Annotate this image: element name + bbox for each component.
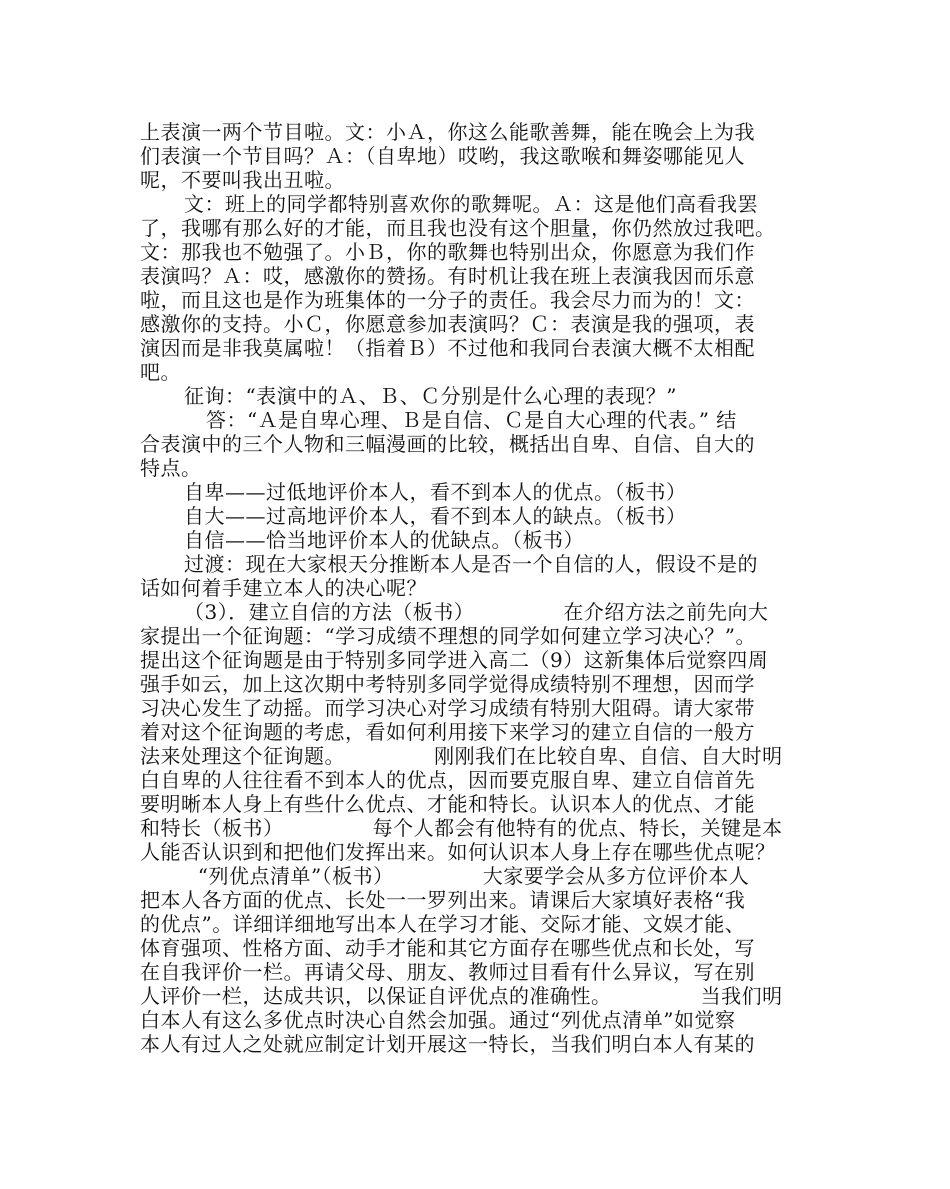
text-line: 本人有过人之处就应制定计划开展这一特长，当我们明白本人有某的 bbox=[140, 1032, 755, 1056]
text-line: 答：“Ａ是自卑心理、Ｂ是自信、Ｃ是自大心理的代表。” 结 bbox=[206, 408, 737, 432]
text-line: 特点。 bbox=[140, 456, 202, 480]
text-line: 上表演一两个节目啦。文：小Ａ，你这么能歌善舞，能在晚会上为我 bbox=[140, 120, 755, 144]
text-line: 提出这个征询题是由于特别多同学进入高二（9）这新集体后觉察四周 bbox=[140, 648, 769, 672]
text-line: 呢，不要叫我出丑啦。 bbox=[140, 168, 345, 192]
text-line: 家提出一个征询题：“学习成绩不理想的同学如何建立学习决心？”。 bbox=[140, 624, 756, 648]
text-line: 吧。 bbox=[140, 360, 181, 384]
text-line: 感激你的支持。小Ｃ，你愿意参加表演吗？Ｃ：表演是我的强项，表 bbox=[140, 312, 755, 336]
text-line: 体育强项、性格方面、动手才能和其它方面存在哪些优点和长处，写 bbox=[140, 936, 755, 960]
text-line: 要明晰本人身上有些什么优点、才能和特长。认识本人的优点、才能 bbox=[140, 792, 755, 816]
text-line: “列优点清单”（板书） 大家要学会从多方位评价本人 bbox=[184, 864, 750, 888]
text-line: 强手如云，加上这次期中考特别多同学觉得成绩特别不理想，因而学 bbox=[140, 672, 755, 696]
text-line: 的优点”。详细详细地写出本人在学习才能、交际才能、文娱才能、 bbox=[140, 912, 746, 936]
text-line: 征询：“表演中的Ａ、Ｂ、Ｃ分别是什么心理的表现？” bbox=[184, 384, 677, 408]
text-line: 白自卑的人往往看不到本人的优点，因而要克服自卑、建立自信首先 bbox=[140, 768, 755, 792]
text-line: 自信——恰当地评价本人的优缺点。（板书） bbox=[184, 528, 584, 552]
text-line: 把本人各方面的优点、长处一一罗列出来。请课后大家填好表格“我 bbox=[140, 888, 746, 912]
text-line: 人评价一栏，达成共识，以保证自评优点的准确性。 当我们明 bbox=[140, 984, 783, 1008]
text-line: 自大——过高地评价本人，看不到本人的缺点。（板书） bbox=[184, 504, 687, 528]
document-body bbox=[140, 120, 820, 1056]
text-line: 文：班上的同学都特别喜欢你的歌舞呢。Ａ：这是他们高看我罢 bbox=[184, 192, 758, 216]
text-line: 演因而是非我莫属啦！（指着Ｂ）不过他和我同台表演大概不太相配 bbox=[140, 336, 755, 360]
text-line: 自卑——过低地评价本人，看不到本人的优点。（板书） bbox=[184, 480, 687, 504]
text-line: 人能否认识到和把他们发挥出来。如何认识本人身上存在哪些优点呢？ bbox=[140, 840, 776, 864]
text-line: 过渡：现在大家根天分推断本人是否一个自信的人，假设不是的 bbox=[184, 552, 758, 576]
text-line: 和特长（板书） 每个人都会有他特有的优点、特长，关键是本 bbox=[140, 816, 783, 840]
text-line: 话如何着手建立本人的决心呢？ bbox=[140, 576, 427, 600]
text-line: 了，我哪有那么好的才能，而且我也没有这个胆量，你仍然放过我吧。 bbox=[140, 216, 776, 240]
text-line: 白本人有这么多优点时决心自然会加强。通过“列优点清单”如觉察 bbox=[140, 1008, 736, 1032]
text-line: 着对这个征询题的考虑，看如何利用接下来学习的建立自信的一般方 bbox=[140, 720, 755, 744]
text-line: 文：那我也不勉强了。小Ｂ，你的歌舞也特别出众，你愿意为我们作 bbox=[140, 240, 755, 264]
text-line: 在自我评价一栏。再请父母、朋友、教师过目看有什么异议，写在别 bbox=[140, 960, 755, 984]
text-line: 们表演一个节目吗？Ａ：（自卑地）哎哟，我这歌喉和舞姿哪能见人 bbox=[140, 144, 745, 168]
text-line: 法来处理这个征询题。 刚刚我们在比较自卑、自信、自大时明 bbox=[140, 744, 783, 768]
text-line: 合表演中的三个人物和三幅漫画的比较，概括出自卑、自信、自大的 bbox=[140, 432, 755, 456]
text-line: 习决心发生了动摇。而学习决心对学习成绩有特别大阻碍。请大家带 bbox=[140, 696, 755, 720]
text-line: 啦，而且这也是作为班集体的一分子的责任。我会尽力而为的！文： bbox=[140, 288, 755, 312]
text-line: 表演吗？Ａ：哎，感激你的赞扬。有时机让我在班上表演我因而乐意 bbox=[140, 264, 755, 288]
text-line: （3）．建立自信的方法（板书） 在介绍方法之前先向大 bbox=[184, 600, 769, 624]
